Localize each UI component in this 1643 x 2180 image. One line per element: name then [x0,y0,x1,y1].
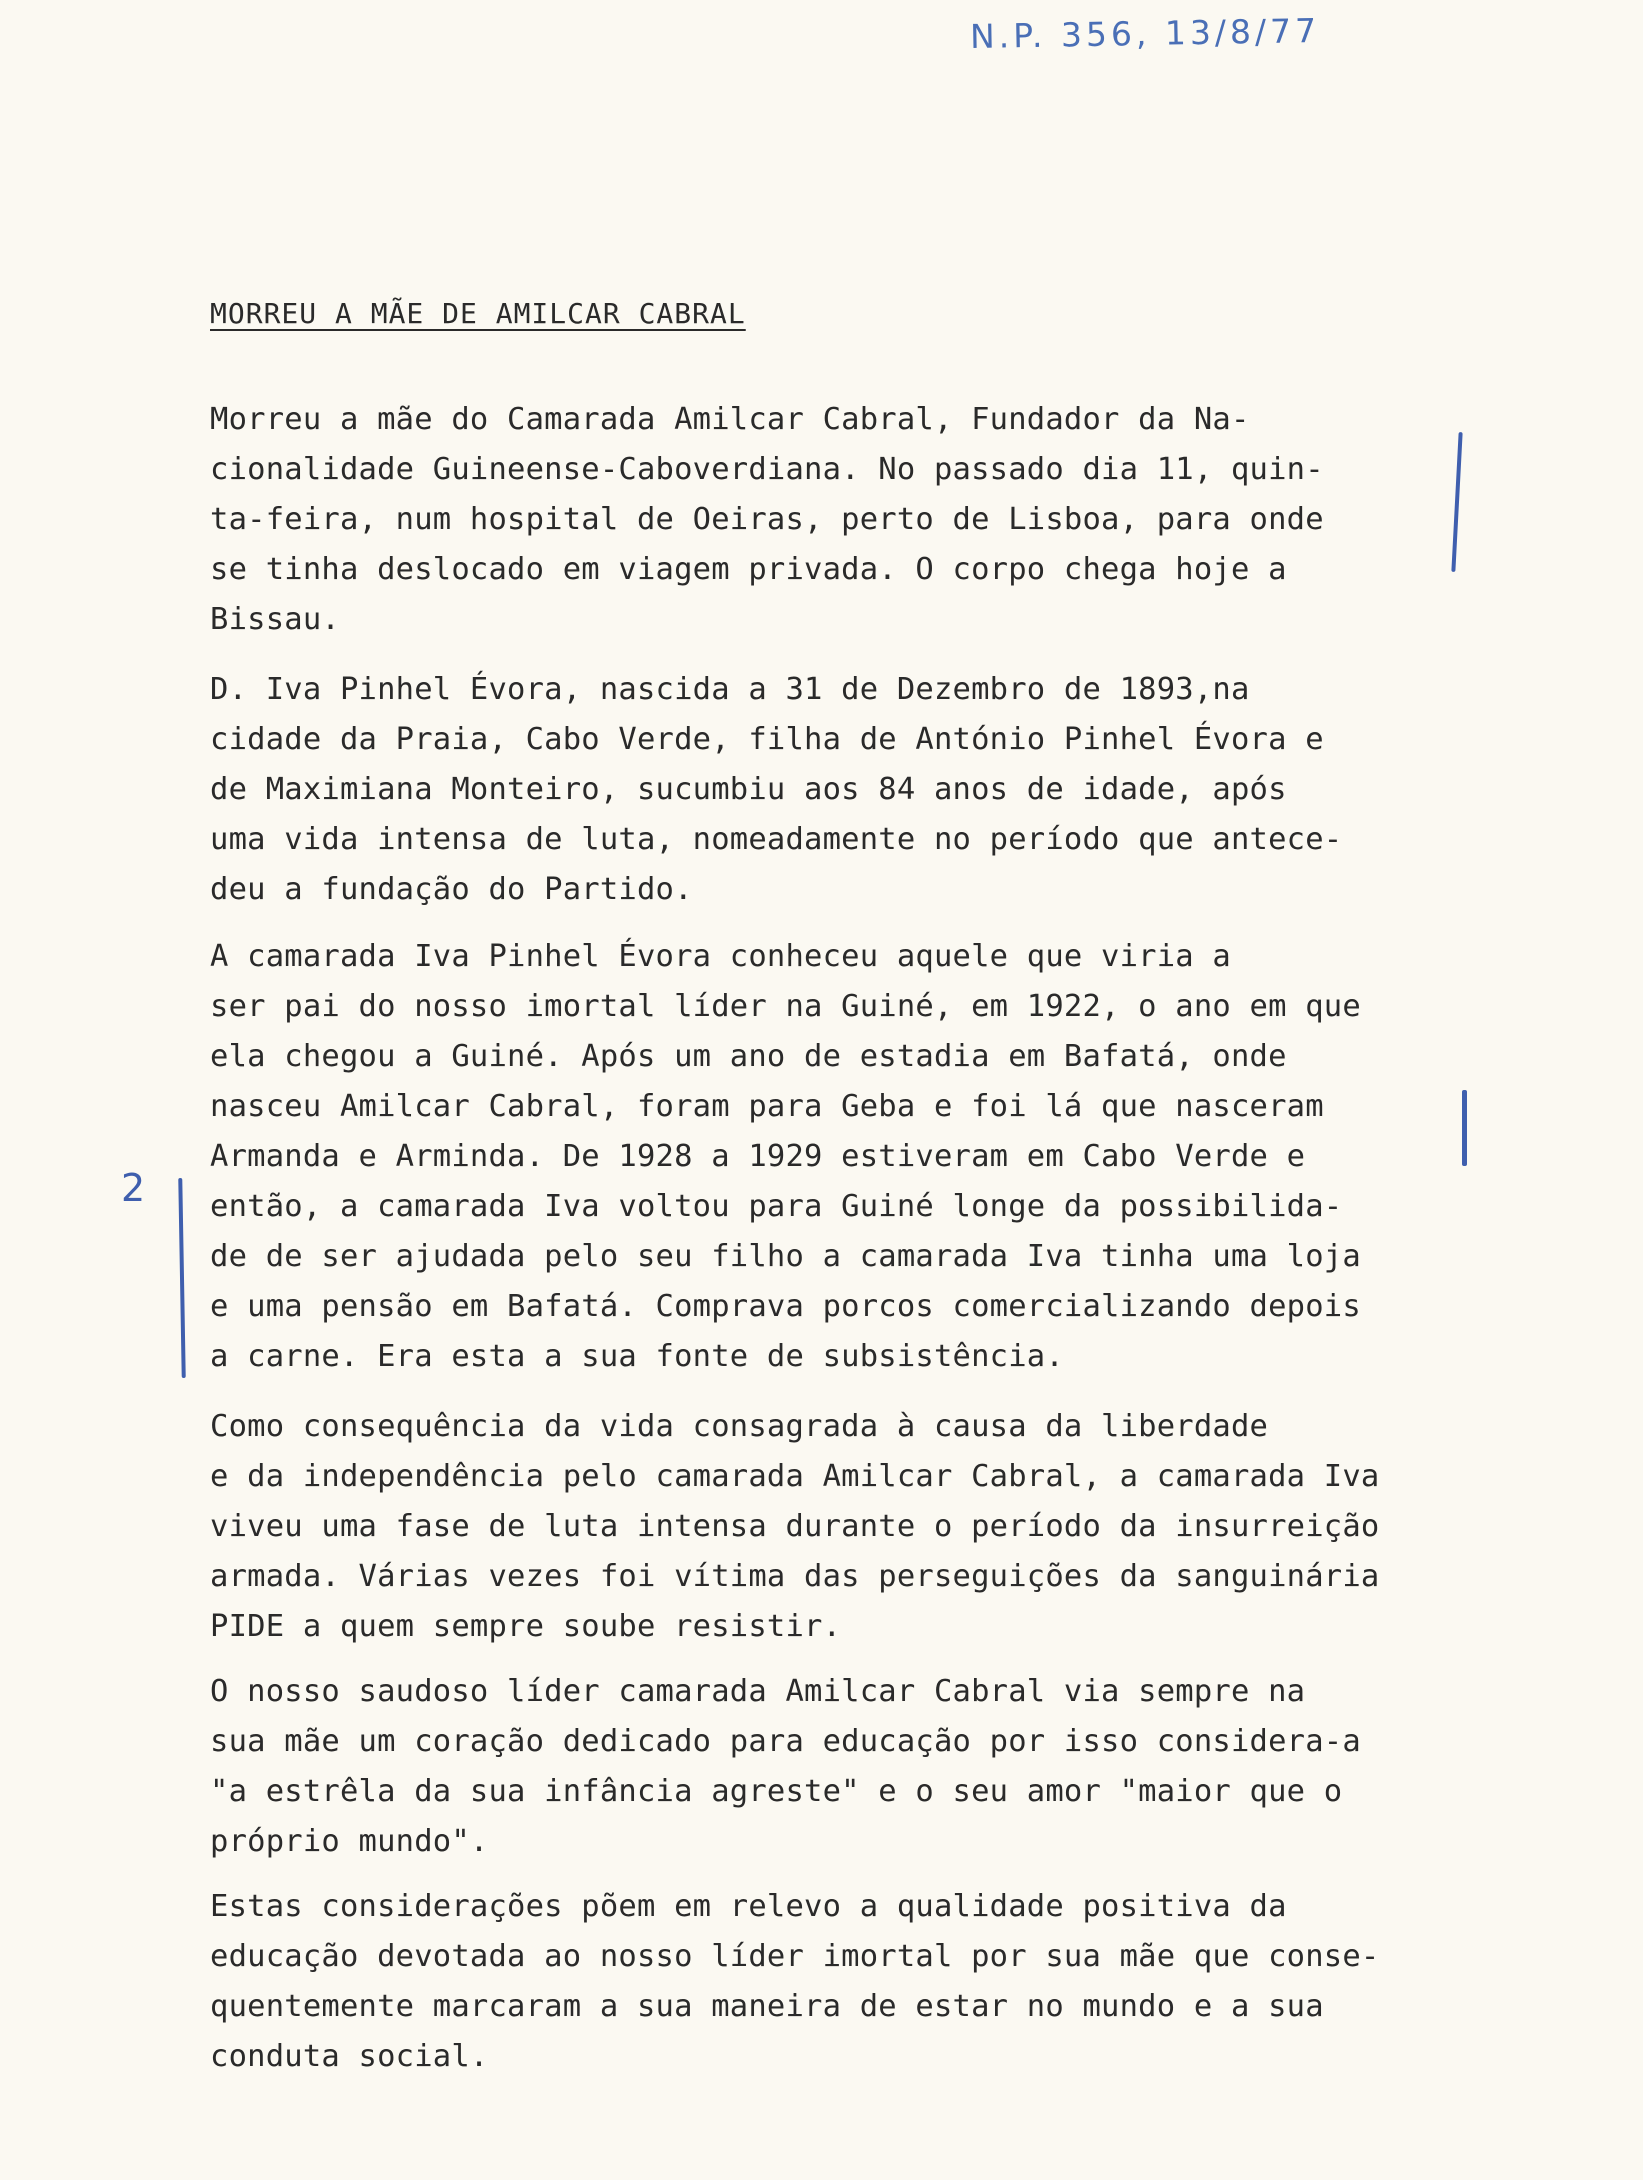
paragraph-family-history: A camarada Iva Pinhel Évora conheceu aquele que viria a ser pai do nosso imortal líder na Guiné, em 1922, o ano em que ela chegou a Guiné. Após um ano de estadia em Bafatá, onde nasceu Amilcar Cabral, foram para Geba e foi lá que nasceram Armanda e Arminda. De 1928 a 1929 estiveram em Cabo Verde e então, a camarada Iva voltou para Guiné longe da possibilida- de de ser ajudada pelo seu filho a camarada Iva tinha uma loja e uma pensão em Bafatá. Comprava porcos comercializando depois a carne. Era esta a sua fonte de subsistência. [210,939,1361,1374]
paragraph-death-announcement: Morreu a mãe do Camarada Amilcar Cabral, Fundador da Na- cionalidade Guineense-Caboverdiana. No passado dia 11, quin- ta-feira, num hospital de Oeiras, perto de Lisboa, para onde se tinha deslocado em viagem privada. O corpo chega hoje a Bissau. [210,402,1324,637]
margin-mark-left [178,1178,185,1378]
margin-number: 2 [121,1166,146,1210]
paragraph-tribute: O nosso saudoso líder camarada Amilcar Cabral via sempre na sua mãe um coração dedicado para educação por isso considera-a "a estrêla da sua infância agreste" e o seu amor "maior que o próprio mundo". [210,1674,1361,1859]
handwritten-reference-note: N.P. 356, 13/8/77 [969,10,1321,57]
paragraph-biography: D. Iva Pinhel Évora, nascida a 31 de Dezembro de 1893,na cidade da Praia, Cabo Verde, filha de António Pinhel Évora e de Maximiana Monteiro, sucumbiu aos 84 anos de idade, após uma vida intensa de luta, nomeadamente no período que antece- deu a fundação do Partido. [210,672,1343,907]
margin-mark-right-lower [1462,1090,1467,1166]
paragraph-conclusion: Estas considerações põem em relevo a qualidade positiva da educação devotada ao nosso líder imortal por sua mãe que conse- quentemente marcaram a sua maneira de estar no mundo e a sua conduta social. [210,1889,1380,2074]
document-title: MORREU A MÃE DE AMILCAR CABRAL [210,297,746,330]
paragraph-struggle: Como consequência da vida consagrada à causa da liberdade e da independência pelo camarada Amilcar Cabral, a camarada Iva viveu uma fase de luta intensa durante o período da insurreição armada. Várias vezes foi vítima das perseguições da sanguinária PIDE a quem sempre soube resistir. [210,1409,1380,1644]
